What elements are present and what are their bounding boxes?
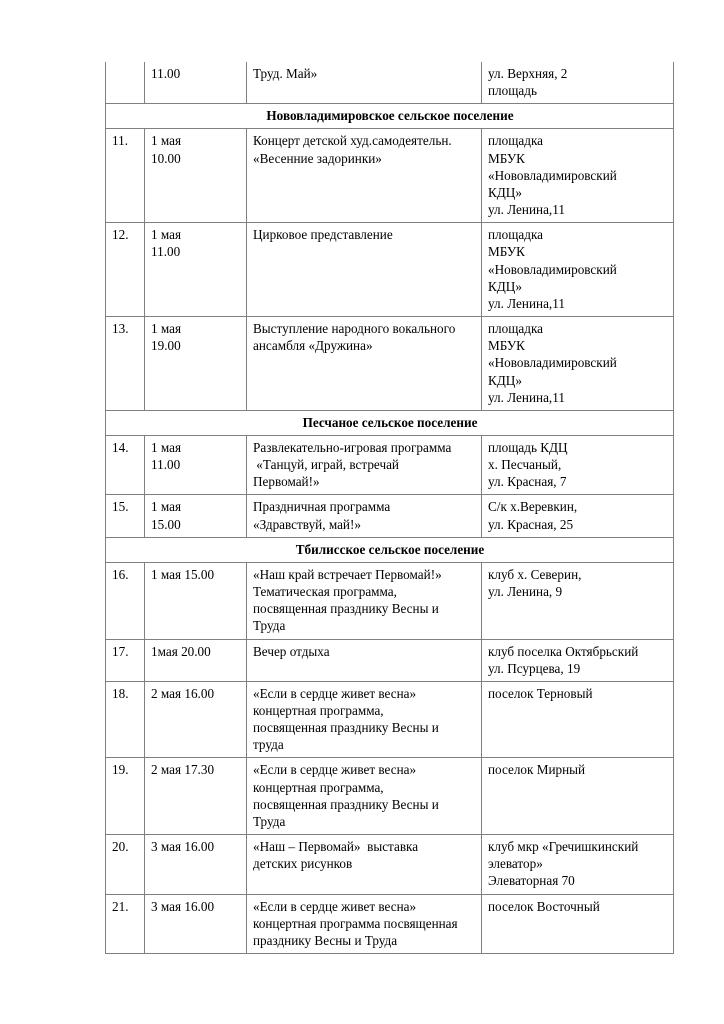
schedule-table-wrapper <box>105 62 673 954</box>
text-line: ул. Верхняя, 2 <box>488 66 568 81</box>
text-line: «Если в сердце живет весна» <box>253 762 417 778</box>
text-line: Тематическая программа, <box>253 584 397 600</box>
row-number-cell: 19. <box>106 758 145 835</box>
text-line: элеватор» <box>488 856 543 872</box>
text-line: ул. Ленина,11 <box>488 295 565 311</box>
table-row <box>106 62 674 104</box>
row-number-cell: 21. <box>106 894 145 953</box>
text-line: Выступление народного вокального <box>253 321 456 337</box>
row-date-time-cell: 11.00 <box>145 62 247 104</box>
row-event-name-cell <box>247 681 482 758</box>
text-line: ул. Ленина, 9 <box>488 584 563 600</box>
row-number-cell: 16. <box>106 562 145 639</box>
row-event-name-cell <box>247 758 482 835</box>
table-row <box>106 681 674 758</box>
table-row <box>106 435 674 494</box>
text-line: х. Песчаный, <box>488 457 562 473</box>
row-location-cell: поселок Восточный <box>482 894 674 953</box>
row-location-cell <box>482 639 674 681</box>
row-date-time-cell <box>145 223 247 317</box>
row-number-cell: 14. <box>106 435 145 494</box>
row-number-cell: 17. <box>106 639 145 681</box>
text-line: КДЦ» <box>488 372 522 388</box>
text-line: 1 мая <box>151 321 182 337</box>
text-line: Элеваторная 70 <box>488 873 575 889</box>
row-event-name-cell: Труд. Май» <box>247 62 482 104</box>
table-row <box>106 562 674 639</box>
text-line: «Весенние задоринки» <box>253 150 382 166</box>
text-line: «Если в сердце живет весна» <box>253 685 417 701</box>
text-line: ул. Ленина,11 <box>488 389 565 405</box>
row-date-time-cell: 1мая 20.00 <box>145 639 247 681</box>
text-line: Труда <box>253 813 286 829</box>
text-line: 19.00 <box>151 338 181 354</box>
text-line: 11.00 <box>151 244 181 260</box>
text-line: МБУК <box>488 244 525 260</box>
text-line: площадка <box>488 227 544 243</box>
row-location-cell <box>482 223 674 317</box>
table-row <box>106 317 674 411</box>
text-line: КДЦ» <box>488 278 522 294</box>
text-line: «Нововладимировский <box>488 167 617 183</box>
text-line: ул. Псурцева, 19 <box>488 660 581 676</box>
row-location-cell <box>482 435 674 494</box>
row-date-time-cell: 3 мая 16.00 <box>145 894 247 953</box>
row-location-cell <box>482 495 674 537</box>
row-date-time-cell: 3 мая 16.00 <box>145 835 247 894</box>
text-line: «Танцуй, играй, встречай <box>253 457 399 473</box>
text-line: посвященная празднику Весны и <box>253 601 439 617</box>
row-location-cell <box>482 62 674 104</box>
row-location-cell: поселок Мирный <box>482 758 674 835</box>
text-line: ул. Красная, 7 <box>488 474 567 490</box>
row-date-time-cell: 2 мая 17.30 <box>145 758 247 835</box>
row-date-time-cell <box>145 317 247 411</box>
table-row <box>106 894 674 953</box>
section-title: Нововладимировское сельское поселение <box>106 104 674 129</box>
text-line: МБУК <box>488 338 525 354</box>
text-line: Развлекательно-игровая программа <box>253 439 452 455</box>
row-event-name-cell <box>247 835 482 894</box>
text-line: детских рисунков <box>253 856 353 872</box>
row-number-cell: 12. <box>106 223 145 317</box>
row-date-time-cell <box>145 435 247 494</box>
text-line: клуб х. Северин, <box>488 566 582 582</box>
row-location-cell <box>482 129 674 223</box>
row-number-cell: 13. <box>106 317 145 411</box>
text-line: концертная программа, <box>253 703 384 718</box>
text-line: Концерт детской худ.самодеятельн. <box>253 133 452 149</box>
text-line: «Нововладимировский <box>488 261 617 277</box>
table-row <box>106 223 674 317</box>
text-line: клуб мкр «Гречишкинский <box>488 839 639 855</box>
row-location-cell <box>482 835 674 894</box>
row-event-name-cell <box>247 129 482 223</box>
row-date-time-cell: 1 мая 15.00 <box>145 562 247 639</box>
text-line: площадка <box>488 133 544 149</box>
text-line: 15.00 <box>151 516 181 532</box>
text-line: 11.00 <box>151 457 181 473</box>
table-section-header-row <box>106 410 674 435</box>
section-title: Песчаное сельское поселение <box>106 410 674 435</box>
row-number-cell: 20. <box>106 835 145 894</box>
row-number-cell: 18. <box>106 681 145 758</box>
text-line: ул. Красная, 25 <box>488 516 574 532</box>
row-event-name-cell <box>247 894 482 953</box>
row-event-name-cell: Вечер отдыха <box>247 639 482 681</box>
table-row <box>106 758 674 835</box>
text-line: Труда <box>253 618 286 634</box>
text-line: посвященная празднику Весны и <box>253 720 439 736</box>
row-number-cell: 11. <box>106 129 145 223</box>
row-date-time-cell <box>145 129 247 223</box>
text-line: празднику Весны и Труда <box>253 932 398 948</box>
row-location-cell <box>482 317 674 411</box>
row-location-cell <box>482 562 674 639</box>
text-line: 1 мая <box>151 133 182 149</box>
row-event-name-cell <box>247 317 482 411</box>
table-row <box>106 835 674 894</box>
row-event-name-cell <box>247 562 482 639</box>
text-line: «Нововладимировский <box>488 355 617 371</box>
schedule-table-body <box>106 62 674 954</box>
row-event-name-cell <box>247 435 482 494</box>
row-location-cell: поселок Терновый <box>482 681 674 758</box>
text-line: площадка <box>488 321 544 337</box>
text-line: Первомай!» <box>253 474 320 490</box>
text-line: С/к х.Веревкин, <box>488 499 578 515</box>
row-number-cell <box>106 62 145 104</box>
text-line: ул. Ленина,11 <box>488 202 565 218</box>
row-number-cell: 15. <box>106 495 145 537</box>
table-section-header-row <box>106 537 674 562</box>
text-line: «Наш – Первомай» выставка <box>253 839 419 855</box>
text-line: площадь <box>488 83 537 99</box>
section-title: Тбилисское сельское поселение <box>106 537 674 562</box>
text-line: 1 мая <box>151 439 182 455</box>
text-line: клуб поселка Октябрьский <box>488 643 639 659</box>
text-line: концертная программа, <box>253 779 384 795</box>
schedule-table <box>105 62 674 954</box>
text-line: 1 мая <box>151 227 182 243</box>
text-line: 1 мая <box>151 499 182 515</box>
table-row <box>106 129 674 223</box>
text-line: ансамбля «Дружина» <box>253 338 373 354</box>
text-line: МБУК <box>488 150 525 166</box>
text-line: «Наш край встречает Первомай!» <box>253 566 442 582</box>
row-event-name-cell: Цирковое представление <box>247 223 482 317</box>
row-date-time-cell <box>145 495 247 537</box>
text-line: «Здравствуй, май!» <box>253 516 361 532</box>
text-line: площадь КДЦ <box>488 439 568 455</box>
row-date-time-cell: 2 мая 16.00 <box>145 681 247 758</box>
table-row <box>106 495 674 537</box>
text-line: посвященная празднику Весны и <box>253 796 439 812</box>
text-line: КДЦ» <box>488 184 522 200</box>
text-line: «Если в сердце живет весна» <box>253 898 417 914</box>
text-line: Праздничная программа <box>253 499 391 515</box>
text-line: 10.00 <box>151 150 181 166</box>
row-event-name-cell <box>247 495 482 537</box>
text-line: концертная программа посвященная <box>253 915 458 931</box>
table-section-header-row <box>106 104 674 129</box>
text-line: труда <box>253 737 284 753</box>
table-row <box>106 639 674 681</box>
